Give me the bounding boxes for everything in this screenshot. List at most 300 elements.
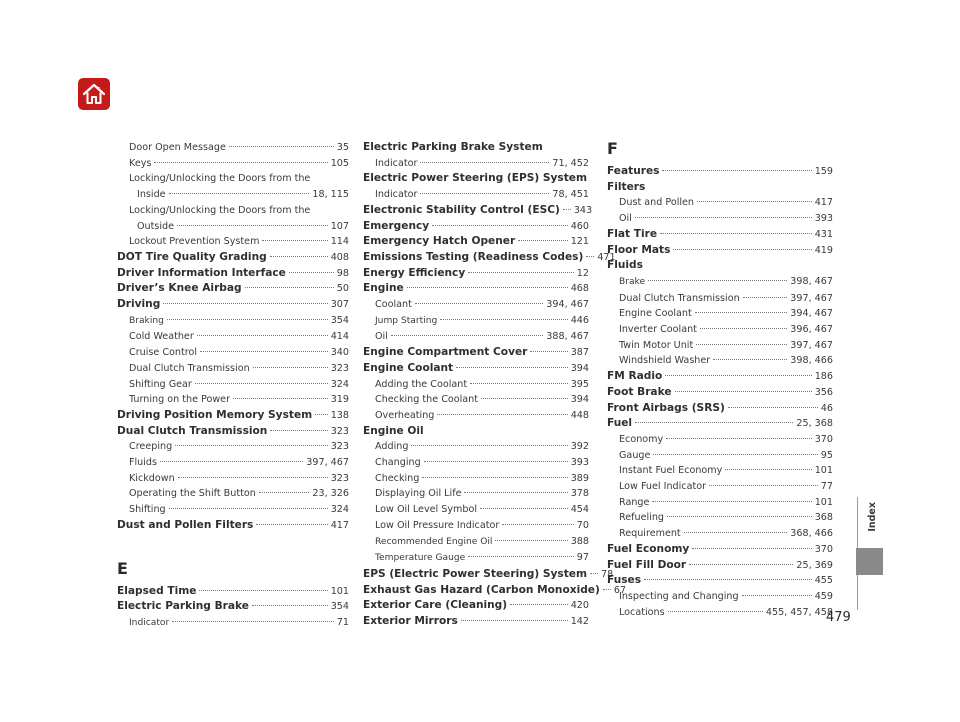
dot-leader [262, 240, 327, 241]
index-entry[interactable] [363, 281, 589, 297]
index-subentry[interactable] [607, 526, 833, 542]
entry-label: Refueling [619, 512, 664, 524]
page-reference[interactable]: 446 [570, 314, 589, 326]
dot-leader [742, 595, 812, 596]
dot-leader [154, 162, 327, 163]
index-subentry[interactable] [607, 322, 833, 338]
entry-label: FM Radio [607, 370, 663, 383]
page-reference[interactable]: 448 [570, 409, 589, 421]
page-reference[interactable]: 307 [330, 299, 349, 311]
page-reference[interactable]: 95 [820, 449, 833, 461]
entry-label: Energy Efficiency [363, 266, 466, 279]
entry-label: Creeping [129, 441, 173, 453]
page-reference[interactable]: 78 [601, 568, 614, 580]
page-reference[interactable]: 67 [613, 584, 627, 596]
entry-label: Electronic Stability Control (ESC) [363, 203, 560, 216]
index-subentry[interactable] [363, 439, 589, 455]
dot-leader [178, 477, 328, 478]
page-reference[interactable]: 398, 467 [790, 275, 833, 287]
page-reference[interactable]: 420 [570, 600, 589, 612]
dot-leader [229, 146, 334, 147]
page-reference[interactable]: 70 [576, 519, 589, 531]
dot-leader [684, 532, 788, 533]
dot-leader [648, 280, 787, 281]
entry-label: Dust and Pollen Filters [117, 518, 254, 531]
page-reference[interactable]: 394 [570, 394, 589, 406]
page-reference[interactable]: 395 [570, 378, 589, 390]
index-subentry[interactable] [117, 615, 349, 632]
index-entry[interactable] [607, 558, 833, 574]
page-reference[interactable]: 12 [576, 267, 589, 279]
entry-label: DOT Tire Quality Grading [117, 250, 267, 263]
page-reference[interactable]: 460 [570, 220, 589, 232]
dot-leader [697, 201, 812, 202]
page-reference[interactable]: 78, 451 [552, 189, 589, 201]
index-subentry[interactable] [117, 156, 349, 172]
page-reference[interactable]: 18, 115 [312, 189, 349, 201]
entry-label: Low Oil Level Symbol [375, 504, 477, 516]
index-subentry[interactable] [363, 534, 589, 551]
entry-label: Range [619, 496, 650, 508]
entry-label: Exterior Care (Cleaning) [363, 599, 508, 612]
page-reference[interactable]: 25, 369 [796, 559, 833, 571]
page-reference[interactable]: 393 [570, 457, 589, 469]
dot-leader [420, 162, 549, 163]
dot-leader [464, 492, 567, 493]
entry-label: Economy [619, 433, 664, 445]
page-reference[interactable]: 71, 452 [552, 157, 589, 169]
index-subentry[interactable] [607, 479, 833, 495]
index-subentry[interactable] [117, 502, 349, 518]
page-reference[interactable]: 324 [330, 504, 349, 516]
entry-label: Fuel Economy [607, 542, 690, 555]
page-reference[interactable]: 459 [814, 590, 833, 602]
index-entry[interactable] [363, 361, 589, 377]
dot-leader [289, 272, 334, 273]
index-subentry[interactable] [117, 234, 349, 250]
index-entry[interactable] [607, 401, 833, 417]
page-reference[interactable]: 417 [330, 519, 349, 531]
page-reference[interactable]: 387 [570, 347, 589, 359]
page-reference[interactable]: 46 [820, 402, 833, 414]
index-subentry[interactable] [117, 313, 349, 330]
dot-leader [666, 438, 812, 439]
page-reference[interactable]: 114 [330, 236, 349, 248]
page-reference[interactable]: 471 [597, 251, 616, 263]
page-reference[interactable]: 468 [570, 283, 589, 295]
index-subentry[interactable] [607, 338, 833, 354]
index-subentry[interactable] [363, 471, 589, 487]
page-reference[interactable]: 396, 467 [790, 324, 833, 336]
dot-leader [667, 516, 812, 517]
entry-label: Windshield Washer [619, 355, 711, 367]
index-subentry[interactable] [117, 392, 349, 408]
entry-label: Twin Motor Unit [619, 339, 694, 351]
index-subentry[interactable] [607, 589, 833, 605]
index-subentry[interactable] [363, 408, 589, 424]
index-subentry[interactable] [607, 605, 833, 621]
entry-label: Operating the Shift Button [129, 488, 256, 500]
entry-label: Driving [117, 298, 161, 311]
page-reference[interactable]: 397, 467 [306, 457, 349, 469]
home-icon [81, 81, 107, 107]
index-entry[interactable] [363, 614, 589, 630]
index-subentry[interactable] [117, 361, 349, 377]
index-entry[interactable] [607, 164, 833, 180]
index-subentry[interactable] [117, 439, 349, 455]
entry-label: Driver Information Interface [117, 266, 286, 279]
index-entry[interactable] [117, 408, 349, 424]
dot-leader [175, 445, 328, 446]
index-entry[interactable] [607, 416, 833, 432]
page-reference[interactable]: 121 [570, 236, 589, 248]
page-reference[interactable]: 368, 466 [790, 528, 833, 540]
index-subentry[interactable] [607, 211, 833, 227]
index-subentry[interactable] [363, 297, 589, 313]
dot-leader [422, 477, 567, 478]
index-subentry[interactable] [363, 550, 589, 567]
page-reference[interactable]: 393 [814, 213, 833, 225]
page-reference[interactable]: 323 [330, 441, 349, 453]
entry-label: Engine Compartment Cover [363, 346, 528, 359]
entry-label: Filters [607, 180, 646, 193]
index-entry[interactable] [363, 266, 589, 282]
page-reference[interactable]: 25, 368 [796, 418, 833, 430]
entry-label: Dust and Pollen [619, 197, 695, 209]
index-subentry[interactable] [363, 518, 589, 534]
entry-label: Floor Mats [607, 243, 671, 256]
entry-label: Emergency Hatch Opener [363, 235, 516, 248]
index-entry[interactable] [607, 385, 833, 401]
entry-label: Electric Parking Brake [117, 600, 249, 613]
entry-label: Inverter Coolant [619, 324, 697, 336]
entry-label: Exhaust Gas Hazard (Carbon Monoxide) [363, 583, 600, 596]
index-subentry[interactable] [117, 329, 349, 345]
dot-leader [200, 351, 328, 352]
entry-label: Features [607, 165, 660, 177]
index-subentry[interactable] [117, 377, 349, 393]
dot-leader [391, 335, 543, 336]
page-reference[interactable]: 392 [570, 441, 589, 453]
index-subentry[interactable] [363, 329, 589, 345]
dot-leader [197, 335, 328, 336]
index-subentry[interactable] [363, 156, 589, 172]
dot-leader [163, 303, 327, 304]
dot-leader [252, 605, 328, 606]
page-reference[interactable]: 98 [336, 267, 349, 279]
entry-label: Displaying Oil Life [375, 488, 462, 500]
index-subentry[interactable] [607, 306, 833, 322]
index-subentry[interactable] [363, 187, 589, 203]
dot-leader [315, 414, 328, 415]
index-column-1 [117, 140, 349, 632]
dot-leader [415, 303, 543, 304]
dot-leader [635, 217, 812, 218]
dot-leader [709, 485, 818, 486]
dot-leader [259, 492, 310, 493]
entry-label: Oil [619, 213, 632, 225]
page-reference[interactable]: 419 [814, 244, 833, 256]
index-entry[interactable] [117, 281, 349, 297]
entry-label: Engine [363, 282, 404, 295]
index-subentry[interactable] [607, 495, 833, 511]
page-reference[interactable]: 105 [330, 157, 349, 169]
entry-label: Adding [375, 441, 409, 453]
page-reference[interactable]: 101 [814, 496, 833, 508]
index-entry[interactable] [607, 369, 833, 385]
page-reference[interactable]: 142 [570, 616, 589, 628]
dot-leader [725, 469, 811, 470]
page-reference[interactable]: 324 [330, 378, 349, 390]
dot-leader [644, 579, 812, 580]
index-subentry[interactable] [607, 291, 833, 307]
index-subentry[interactable] [363, 313, 589, 330]
index-subentry[interactable] [363, 377, 589, 393]
page-reference[interactable]: 107 [330, 220, 349, 232]
entry-label: Requirement [619, 528, 681, 540]
entry-label: Flat Tire [607, 227, 658, 240]
entry-label: Dual Clutch Transmission [619, 292, 740, 304]
entry-label: Keys [129, 157, 152, 169]
page-reference[interactable]: 50 [336, 283, 349, 295]
page-reference[interactable]: 414 [330, 331, 349, 343]
entry-label: Dual Clutch Transmission [129, 362, 250, 374]
index-entry[interactable] [607, 227, 833, 243]
entry-label: Brake [619, 276, 646, 287]
page-reference[interactable]: 378 [570, 488, 589, 500]
index-entry[interactable] [117, 250, 349, 266]
index-subentry[interactable] [607, 432, 833, 448]
dot-leader [728, 407, 818, 408]
entry-label: Coolant [375, 299, 412, 311]
index-subentry[interactable] [117, 471, 349, 487]
index-subentry[interactable] [607, 274, 833, 291]
index-subentry[interactable] [363, 502, 589, 518]
index-entry[interactable] [117, 424, 349, 440]
index-subentry[interactable] [117, 455, 349, 471]
dot-leader [696, 344, 787, 345]
index-column-3 [607, 140, 833, 620]
page-reference[interactable]: 454 [570, 504, 589, 516]
page-reference[interactable]: 388, 467 [546, 331, 589, 343]
index-entry[interactable] [117, 599, 349, 615]
dot-leader [652, 501, 811, 502]
page-reference[interactable]: 323 [330, 425, 349, 437]
page-reference[interactable]: 101 [814, 465, 833, 477]
section-spacer [117, 534, 349, 554]
entry-label: Elapsed Time [117, 584, 197, 597]
index-entry[interactable] [117, 584, 349, 600]
dot-leader [653, 454, 817, 455]
dot-leader [590, 573, 598, 574]
page-reference[interactable]: 394, 467 [790, 308, 833, 320]
dot-leader [700, 328, 787, 329]
index-subentry[interactable] [363, 392, 589, 408]
index-entry[interactable] [363, 234, 589, 250]
entry-label: Foot Brake [607, 385, 672, 398]
page-reference[interactable]: 343 [573, 204, 593, 216]
page-reference[interactable]: 23, 326 [312, 488, 349, 500]
dot-leader [563, 209, 571, 210]
index-subentry[interactable] [607, 195, 833, 211]
index-entry[interactable] [363, 140, 589, 156]
entry-label: Changing [375, 457, 421, 469]
section-letter: E [117, 558, 128, 578]
page-reference[interactable]: 431 [814, 228, 833, 240]
index-entry[interactable] [117, 297, 349, 313]
entry-label: Fuel Fill Door [607, 558, 687, 571]
index-entry[interactable] [363, 203, 593, 219]
page-reference[interactable]: 77 [820, 481, 833, 493]
index-entry[interactable] [607, 180, 833, 196]
dot-leader [675, 391, 812, 392]
dot-leader [167, 319, 328, 320]
index-entry[interactable] [363, 567, 614, 583]
index-entry[interactable] [117, 518, 349, 534]
index-subentry[interactable] [117, 187, 349, 203]
index-subentry[interactable] [117, 171, 349, 187]
page-reference[interactable]: 389 [570, 472, 589, 484]
dot-leader [518, 240, 568, 241]
index-subentry[interactable] [117, 203, 349, 219]
dot-leader [668, 611, 763, 612]
dot-leader [456, 367, 568, 368]
page-reference[interactable]: 408 [330, 251, 349, 263]
entry-label: Fluids [607, 259, 643, 272]
dot-leader [495, 540, 567, 541]
dot-leader [743, 297, 788, 298]
dot-leader [270, 256, 328, 257]
index-entry[interactable] [607, 542, 833, 558]
dot-leader [195, 383, 328, 384]
index-entry[interactable] [607, 573, 833, 589]
page-reference[interactable]: 186 [814, 371, 833, 383]
index-entry[interactable] [363, 424, 589, 440]
page-reference[interactable]: 455, 457, 458 [765, 606, 833, 618]
entry-label: Recommended Engine Oil [375, 536, 493, 547]
home-button[interactable] [78, 78, 110, 110]
page-reference[interactable]: 394, 467 [546, 299, 589, 311]
dot-leader [177, 225, 328, 226]
index-entry[interactable] [363, 583, 627, 599]
dot-leader [270, 430, 327, 431]
dot-leader [160, 461, 303, 462]
entry-label: Low Oil Pressure Indicator [375, 519, 500, 531]
page-reference[interactable]: 319 [330, 394, 349, 406]
entry-label: Cold Weather [129, 331, 194, 343]
entry-label: Driver’s Knee Airbag [117, 282, 242, 295]
page-reference[interactable]: 354 [330, 601, 349, 613]
entry-label: Shifting Gear [129, 378, 192, 390]
entry-label: Gauge [619, 449, 651, 461]
dot-leader [461, 620, 568, 621]
entry-label: Engine Coolant [619, 308, 692, 320]
page-reference[interactable]: 368 [814, 512, 833, 524]
page-reference[interactable]: 417 [814, 197, 833, 209]
page-reference[interactable]: 394 [570, 362, 589, 374]
entry-label: Locations [619, 606, 665, 618]
dot-leader [713, 359, 787, 360]
dot-leader [245, 287, 334, 288]
index-entry[interactable] [363, 345, 589, 361]
dot-leader [530, 351, 567, 352]
index-subentry[interactable] [117, 486, 349, 502]
dot-leader [468, 272, 574, 273]
page-reference[interactable]: 340 [330, 347, 349, 359]
index-subentry[interactable] [117, 345, 349, 361]
entry-label: Outside [137, 220, 175, 232]
dot-leader [635, 422, 793, 423]
entry-label: Door Open Message [129, 142, 226, 153]
entry-label: Fuses [607, 574, 642, 587]
index-entry[interactable] [607, 258, 833, 274]
dot-leader [233, 398, 328, 399]
index-subentry[interactable] [607, 353, 833, 369]
index-subentry[interactable] [363, 455, 589, 471]
entry-label: Jump Starting [375, 315, 438, 326]
dot-leader [695, 312, 788, 313]
index-entry[interactable] [363, 171, 589, 187]
index-entry[interactable] [363, 250, 616, 266]
index-subentry[interactable] [607, 448, 833, 464]
page-reference[interactable]: 397, 467 [790, 339, 833, 351]
dot-leader [502, 524, 573, 525]
page-reference[interactable]: 354 [330, 314, 349, 326]
page-reference[interactable]: 370 [814, 433, 833, 445]
page-reference[interactable]: 97 [576, 552, 589, 564]
page-reference[interactable]: 398, 466 [790, 355, 833, 367]
entry-label: Lockout Prevention System [129, 236, 260, 248]
dot-leader [586, 256, 594, 257]
side-tab-marker [856, 548, 883, 575]
index-subentry[interactable] [607, 510, 833, 526]
page-reference[interactable]: 101 [330, 585, 349, 597]
page-reference[interactable]: 71 [336, 616, 349, 628]
index-subentry[interactable] [117, 219, 349, 235]
entry-label: EPS (Electric Power Steering) System [363, 567, 588, 580]
page-reference[interactable]: 35 [336, 142, 349, 153]
index-subentry[interactable] [363, 486, 589, 502]
page-reference[interactable]: 356 [814, 386, 833, 398]
page-reference[interactable]: 370 [814, 543, 833, 555]
entry-label: Braking [129, 315, 164, 326]
entry-label: Exterior Mirrors [363, 615, 458, 628]
page-reference[interactable]: 323 [330, 362, 349, 374]
page-reference[interactable]: 388 [570, 535, 589, 547]
dot-leader [510, 604, 568, 605]
entry-label: Cruise Control [129, 347, 198, 359]
dot-leader [420, 193, 549, 194]
dot-leader [673, 249, 811, 250]
page-number: 479 [826, 610, 851, 625]
entry-label: Fluids [129, 457, 158, 469]
section-letter: F [607, 139, 618, 158]
index-entry[interactable] [363, 598, 589, 614]
page-reference[interactable]: 397, 467 [790, 292, 833, 304]
index-entry[interactable] [607, 243, 833, 259]
page-reference[interactable]: 323 [330, 472, 349, 484]
index-subentry[interactable] [117, 140, 349, 156]
index-entry[interactable] [363, 219, 589, 235]
page-reference[interactable]: 455 [814, 575, 833, 587]
dot-leader [692, 548, 811, 549]
entry-label: Indicator [375, 189, 418, 201]
index-entry[interactable] [117, 266, 349, 282]
page-reference[interactable]: 138 [330, 409, 349, 421]
index-subentry[interactable] [607, 463, 833, 479]
dot-leader [665, 375, 811, 376]
page-reference[interactable]: 159 [814, 166, 833, 177]
